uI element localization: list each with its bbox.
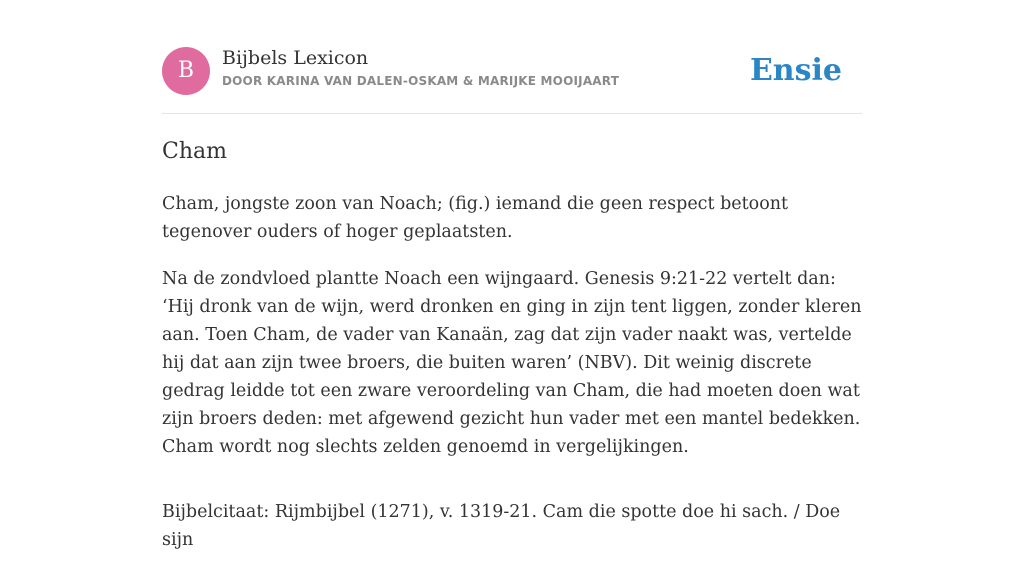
entry-title: Cham — [162, 139, 227, 164]
book-avatar[interactable]: B — [162, 47, 210, 95]
ensie-logo[interactable]: Ensie — [749, 53, 842, 88]
entry-body — [162, 190, 862, 573]
book-title[interactable]: Bijbels Lexicon — [222, 47, 369, 69]
definition-paragraph: Cham, jongste zoon van Noach; (fig.) iemand die geen respect betoont tegenover ouders of hoger geplaatsten. — [162, 194, 789, 242]
bible-quote-paragraph: Bijbelcitaat: Rijmbijbel (1271), v. 1319-21. Cam die spotte doe hi sach. / Doe sijn — [162, 502, 841, 550]
explanation-paragraph: Na de zondvloed plantte Noach een wijngaard. Genesis 9:21-22 vertelt dan: ‘Hij dronk van de wijn, werd dronken en ging in zijn tent liggen, zonder kleren aan. Toen Cham, de vader van Kanaän, zag dat zijn vader naakt was, vertelde hij dat aan zijn twee broers, die buiten waren’ (NBV). Dit weinig discrete gedrag leidde tot een zware veroordeling van Cham, die had moeten doen wat zijn broers deden: met afgewend gezicht hun vader met een mantel bedekken. Cham wordt nog slechts zelden genoemd in vergelijkingen. — [162, 269, 862, 457]
header-divider — [162, 113, 862, 114]
entry-header — [162, 46, 862, 96]
book-authors: DOOR KARINA VAN DALEN-OSKAM & MARIJKE MOOIJAART — [222, 74, 620, 88]
